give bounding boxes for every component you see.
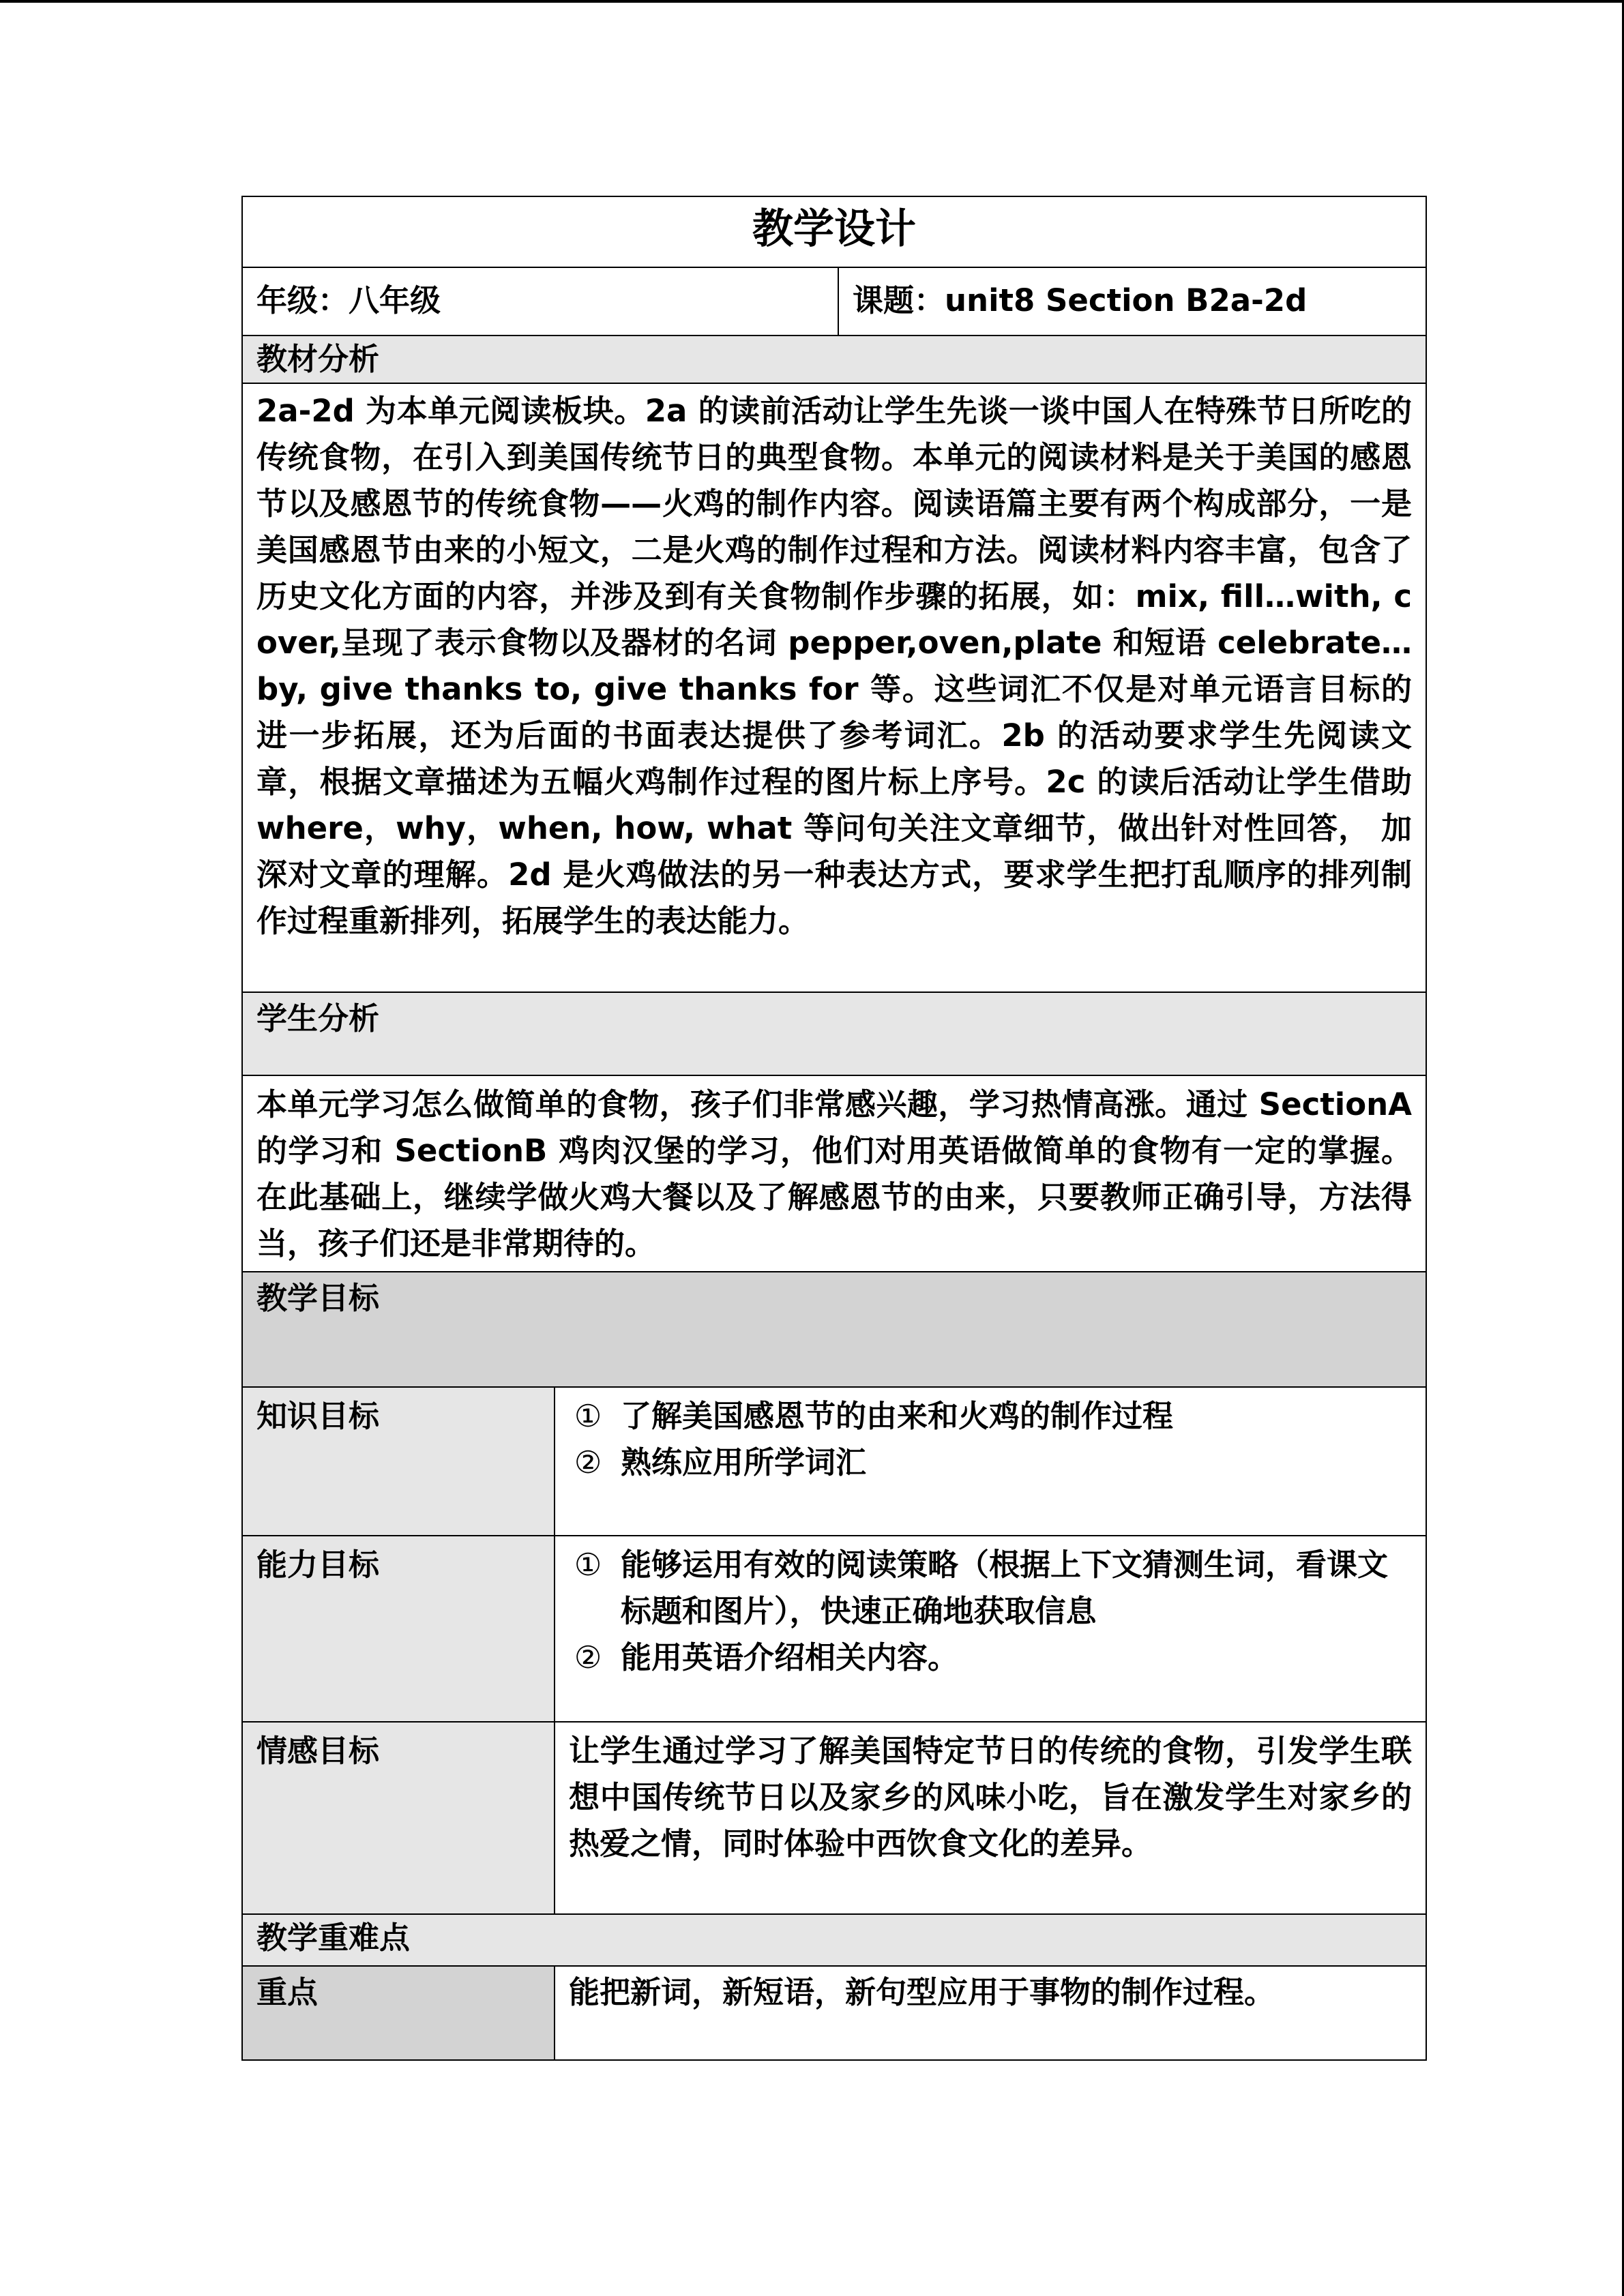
material-heading-row <box>242 336 1426 383</box>
page-top-border <box>0 0 1624 3</box>
grade-cell: 年级：八年级 <box>242 267 838 336</box>
key-heading-row <box>242 1914 1426 1966</box>
item-number: ② <box>574 1639 602 1675</box>
knowledge-goal-label: 知识目标 <box>242 1387 555 1536</box>
item-text: 能用英语介绍相关内容。 <box>621 1639 959 1675</box>
knowledge-goal-list <box>569 1393 1412 1486</box>
title-row <box>242 196 1426 267</box>
item-text: 能够运用有效的阅读策略（根据上下文猜测生词，看课文标题和图片），快速正确地获取信息 <box>621 1547 1389 1629</box>
list-item <box>569 1635 1412 1681</box>
material-heading: 教材分析 <box>242 336 1426 383</box>
emotion-goal-text: 让学生通过学习了解美国特定节日的传统的食物，引发学生联想中国传统节日以及家乡的风味小吃，旨在激发学生对家乡的热爱之情，同时体验中西饮食文化的差异。 <box>555 1722 1426 1914</box>
knowledge-goal-row <box>242 1387 1426 1536</box>
key-heading: 教学重难点 <box>242 1914 1426 1966</box>
item-text: 了解美国感恩节的由来和火鸡的制作过程 <box>621 1398 1174 1434</box>
key-point-row <box>242 1966 1426 2060</box>
ability-goal-content <box>555 1536 1426 1722</box>
item-number: ① <box>574 1547 602 1583</box>
goals-heading-row <box>242 1272 1426 1387</box>
item-text: 熟练应用所学词汇 <box>621 1444 867 1480</box>
ability-goal-label: 能力目标 <box>242 1536 555 1722</box>
key-point-label: 重点 <box>242 1966 555 2060</box>
goals-heading: 教学目标 <box>242 1272 1426 1387</box>
list-item <box>569 1440 1412 1486</box>
item-number: ① <box>574 1398 602 1434</box>
student-heading-row <box>242 992 1426 1075</box>
topic-cell: 课题：unit8 Section B2a-2d <box>838 267 1426 336</box>
ability-goal-row <box>242 1536 1426 1722</box>
list-item <box>569 1393 1412 1440</box>
key-point-text: 能把新词，新短语，新句型应用于事物的制作过程。 <box>555 1966 1426 2060</box>
grade-topic-row <box>242 267 1426 336</box>
document-title: 教学设计 <box>242 196 1426 267</box>
student-heading: 学生分析 <box>242 992 1426 1075</box>
list-item <box>569 1542 1412 1635</box>
ability-goal-list <box>569 1542 1412 1681</box>
item-number: ② <box>574 1444 602 1480</box>
student-analysis-text: 本单元学习怎么做简单的食物，孩子们非常感兴趣，学习热情高涨。通过 SectionA 的学习和 SectionB 鸡肉汉堡的学习，他们对用英语做简单的食物有一定的掌握。在此基础上，继续学做火鸡大餐以及了解感恩节的由来，只要教师正确引导，方法得当，孩子们还是非常期待的。 <box>242 1075 1426 1272</box>
material-analysis-text: 2a-2d 为本单元阅读板块。2a 的读前活动让学生先谈一谈中国人在特殊节日所吃的传统食物，在引入到美国传统节日的典型食物。本单元的阅读材料是关于美国的感恩节以及感恩节的传统食物——火鸡的制作内容。阅读语篇主要有两个构成部分，一是美国感恩节由来的小短文，二是火鸡的制作过程和方法。阅读材料内容丰富，包含了历史文化方面的内容，并涉及到有关食物制作步骤的拓展，如：mix, fill…with, cover,呈现了表示食物以及器材的名词 pepper,oven,plate 和短语 celebrate…by, give thanks to, give thanks for 等。这些词汇不仅是对单元语言目标的进一步拓展，还为后面的书面表达提供了参考词汇。2b 的活动要求学生先阅读文章，根据文章描述为五幅火鸡制作过程的图片标上序号。2c 的读后活动让学生借助 where，why，when, how, what 等问句关注文章细节，做出针对性回答， 加深对文章的理解。2d 是火鸡做法的另一种表达方式，要求学生把打乱顺序的排列制作过程重新排列，拓展学生的表达能力。 <box>242 383 1426 992</box>
emotion-goal-row <box>242 1722 1426 1914</box>
material-analysis-row <box>242 383 1426 992</box>
student-analysis-row <box>242 1075 1426 1272</box>
knowledge-goal-content <box>555 1387 1426 1536</box>
lesson-plan-table <box>241 196 1427 2061</box>
emotion-goal-label: 情感目标 <box>242 1722 555 1914</box>
